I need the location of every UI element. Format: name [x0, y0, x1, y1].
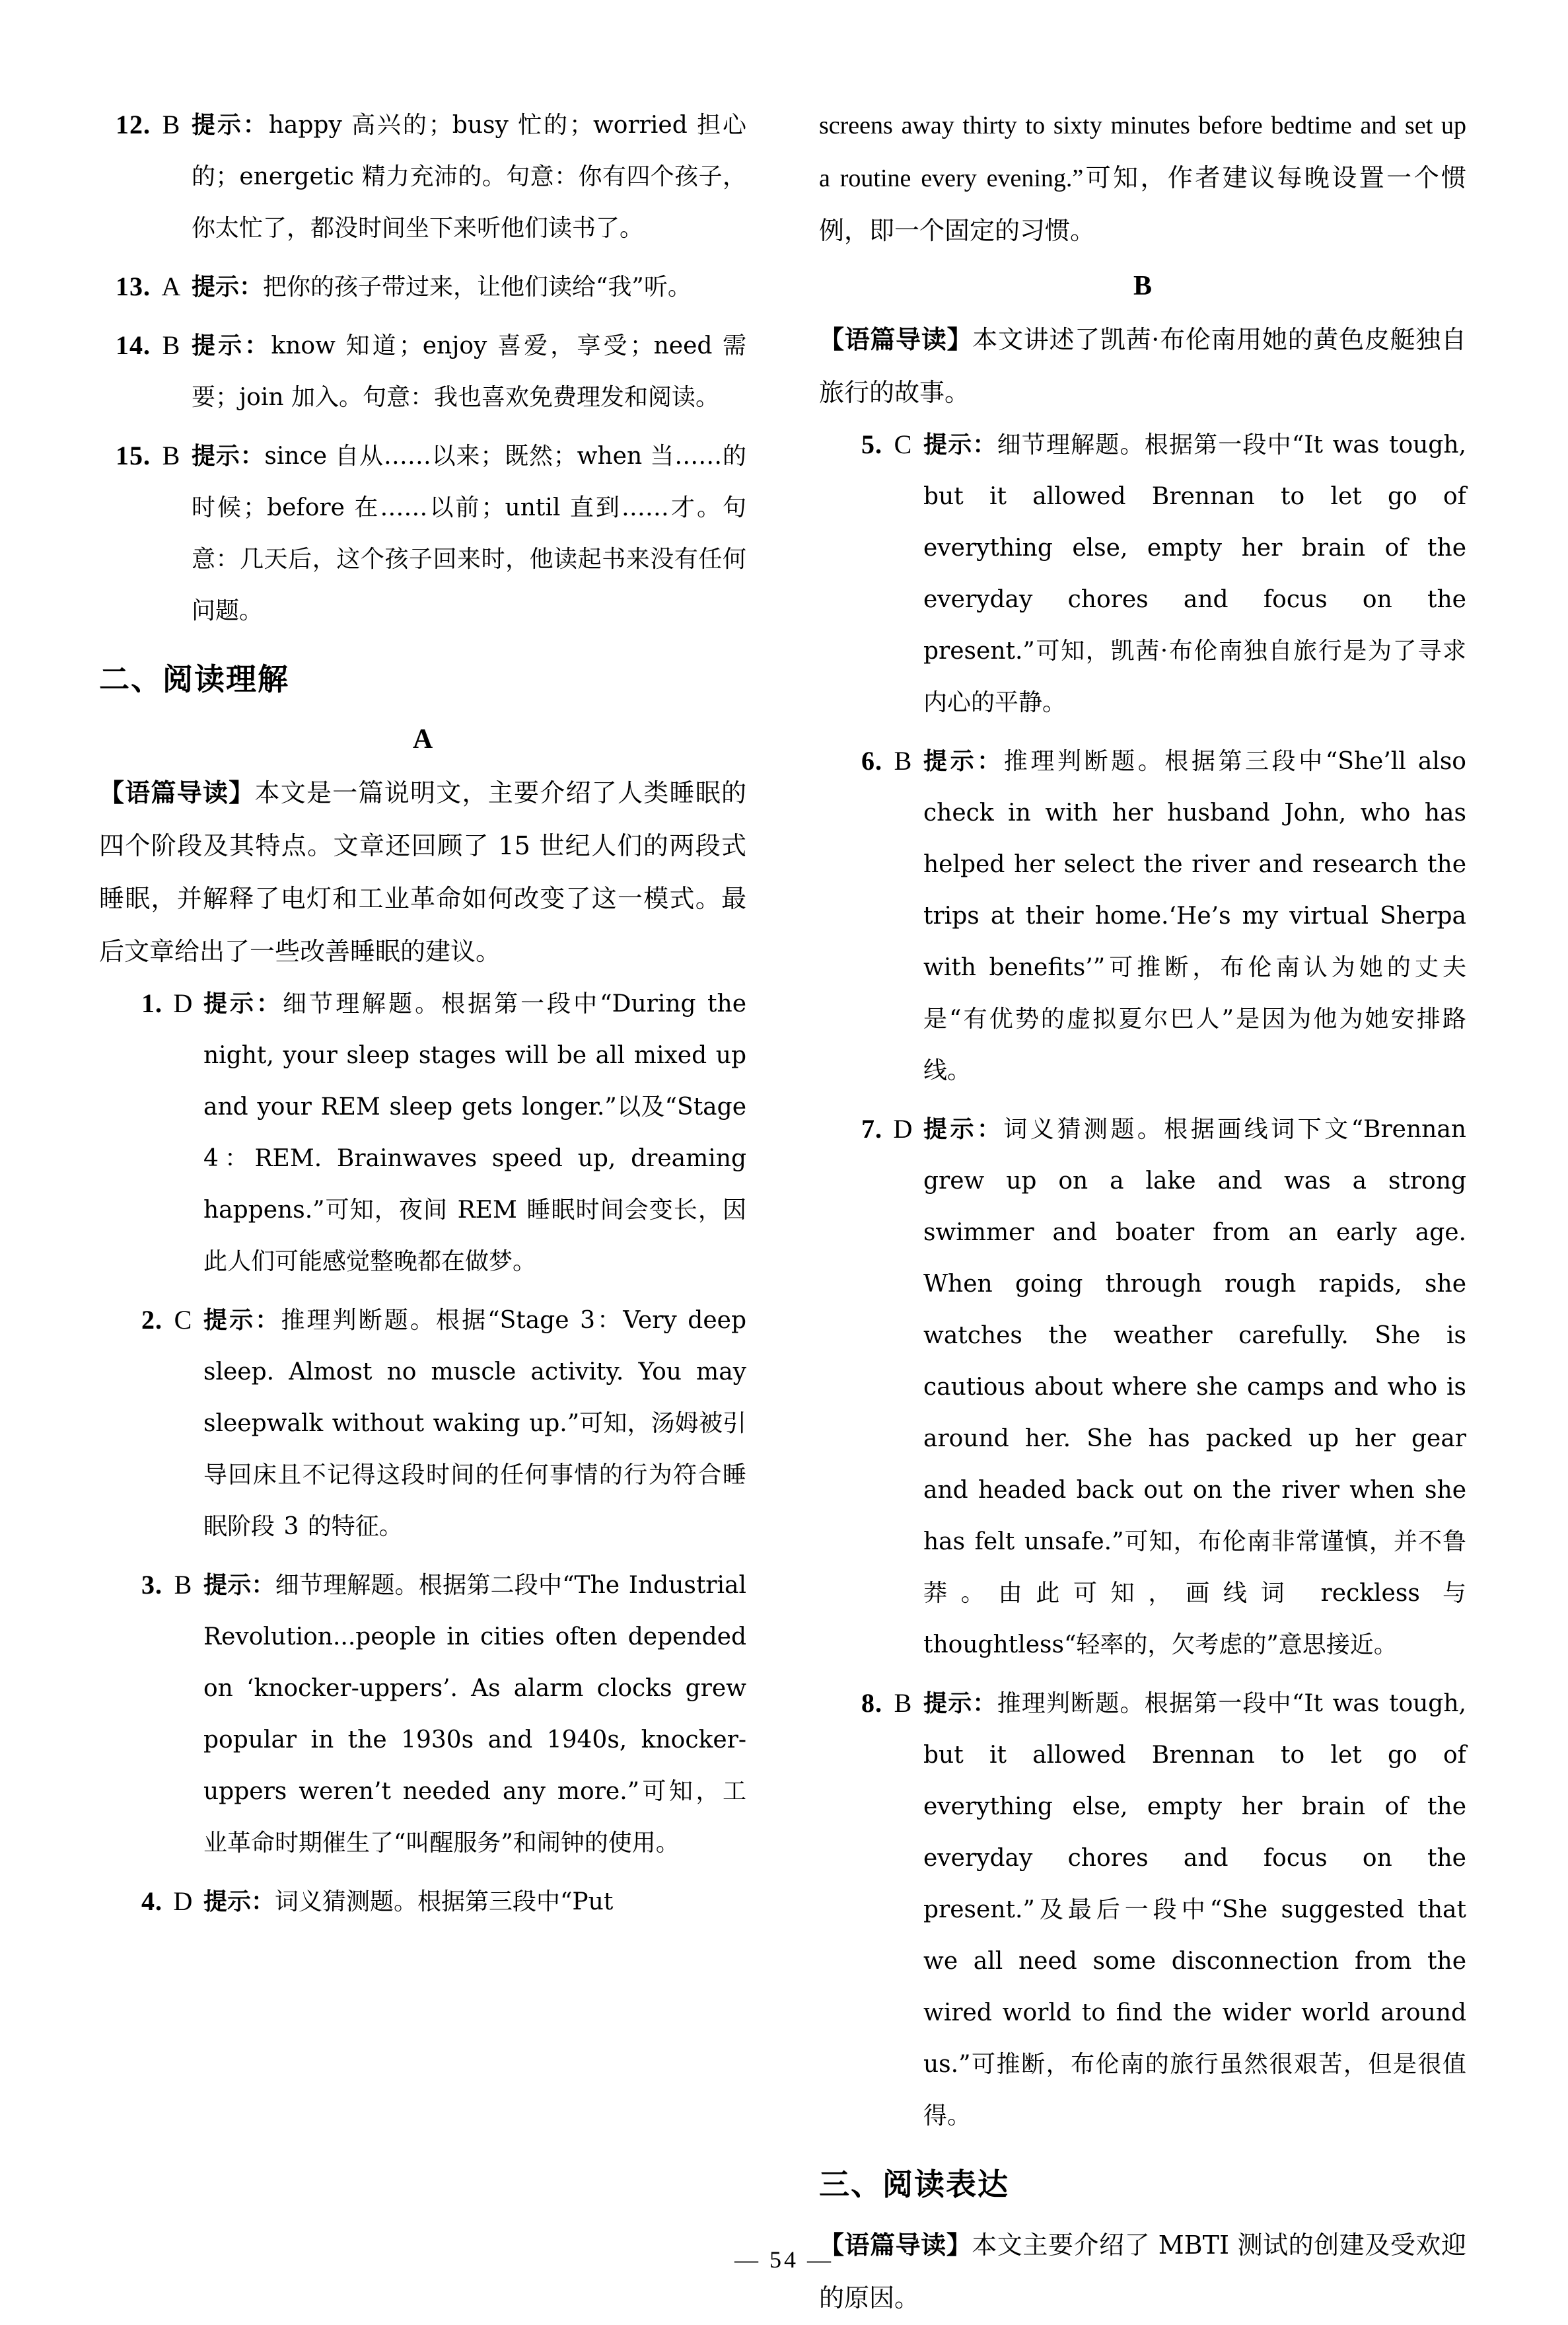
answer-item [99, 320, 746, 424]
answer-number: 12. [116, 110, 151, 139]
answer-explanation [192, 261, 746, 313]
answer-number: 5. [861, 429, 882, 459]
answer-item [99, 1294, 746, 1553]
guide-label: 【语篇导读】 [819, 2230, 972, 2260]
answer-explanation [923, 1678, 1466, 2142]
tip-label: 提示： [923, 1115, 1004, 1143]
answer-explanation [203, 1559, 746, 1869]
answer-item [99, 1876, 746, 1928]
page-number: — 54 — [734, 2246, 834, 2273]
answer-item [819, 1678, 1466, 2142]
answer-item [99, 1559, 746, 1869]
answer-text: 细节理解题。根据第一段中“During the night, your sleep stages will be all mixed up and your REM sleep gets longer.”以及“Stage 4：REM. Brainwaves speed up, dreaming happens.”可知，夜间 REM 睡眠时间会变长，因此人们可能感觉整晚都在做梦。 [203, 990, 746, 1275]
answer-explanation [923, 1103, 1466, 1671]
answer-text: 推理判断题。根据“Stage 3：Very deep sleep. Almost no muscle activity. You may sleepwalk without waking up.”可知，汤姆被引导回床且不记得这段时间的任何事情的行为符合睡眠阶段 3 的特征。 [203, 1307, 746, 1540]
answer-number: 3. [141, 1570, 162, 1600]
answer-number: 8. [861, 1688, 882, 1718]
tip-label: 提示： [923, 1689, 997, 1717]
answer-text: 推理判断题。根据第三段中“She’ll also check in with her husband John, who has helped her select the river and research the trips at their home.‘He’s my virtual Sherpa with benefits’”可推断，布伦南认为她的丈夫是“有优势的虚拟夏尔巴人”是因为他为她安排路线。 [923, 748, 1466, 1084]
answer-letter: B [162, 110, 180, 139]
tip-label: 提示： [192, 273, 264, 301]
answer-letter: A [161, 272, 181, 301]
answer-text: since 自从……以来；既然；when 当……的时候；before 在……以前；until 直到……才。句意：几天后，这个孩子回来时，他读起书来没有任何问题。 [192, 443, 746, 624]
tip-label: 提示： [923, 431, 997, 459]
answer-item [819, 1103, 1466, 1671]
answer-item [99, 261, 746, 313]
answer-text: happy 高兴的；busy 忙的；worried 担心的；energetic 精力充沛的。句意：你有四个孩子，你太忙了，都没时间坐下来听他们读书了。 [192, 112, 746, 242]
tip-label: 提示： [203, 990, 283, 1017]
passage-label-a: A [412, 724, 433, 755]
tip-label: 提示： [203, 1306, 281, 1334]
answer-number: 13. [116, 272, 151, 301]
answer-number: 2. [141, 1305, 162, 1335]
guide-text: 本文主要介绍了 MBTI 测试的创建及受欢迎的原因。 [819, 2231, 1466, 2312]
passage-label-b: B [1133, 271, 1152, 301]
answer-item [99, 430, 746, 637]
tip-label: 提示： [203, 1888, 275, 1915]
answer-letter: B [162, 441, 180, 470]
answer-text: know 知道；enjoy 喜爱，享受；need 需要；join 加入。句意：我也喜欢免费理发和阅读。 [192, 332, 746, 411]
passage-guide [819, 313, 1466, 419]
answer-letter: B [894, 1688, 912, 1718]
answer-explanation [192, 430, 746, 637]
answer-number: 7. [861, 1114, 882, 1144]
answer-explanation [192, 99, 746, 254]
answer-explanation [923, 419, 1466, 729]
answer-explanation [192, 320, 746, 424]
answer-number: 4. [141, 1886, 162, 1916]
guide-text: 本文是一篇说明文，主要介绍了人类睡眠的四个阶段及其特点。文章还回顾了 15 世纪人们的两段式睡眠，并解释了电灯和工业革命如何改变了这一模式。最后文章给出了一些改善睡眠的建议。 [99, 778, 746, 966]
answer-letter: D [173, 988, 193, 1018]
answer-item [819, 419, 1466, 729]
answer-letter: B [162, 330, 180, 360]
answer-text: 推理判断题。根据第一段中“It was tough, but it allowed Brennan to let go of everything else, empty her brain of the everyday chores and focus on the present.”及最后一段中“She suggested that we all need some disconnection from the wired world to find the wider world around us.”可推断，布伦南的旅行虽然很艰苦，但是很值得。 [923, 1690, 1466, 2129]
answer-letter: D [893, 1114, 913, 1144]
answer-text: 词义猜测题。根据第三段中“Put [275, 1888, 614, 1915]
answer-letter: C [174, 1305, 192, 1335]
answer-explanation [203, 978, 746, 1288]
answer-letter: C [894, 429, 912, 459]
answer-number: 14. [116, 330, 151, 360]
answer-text: 细节理解题。根据第一段中“It was tough, but it allowed Brennan to let go of everything else, empty her brain of the everyday chores and focus on the present.”可知，凯茜·布伦南独自旅行是为了寻求内心的平静。 [923, 431, 1466, 716]
answer-item [819, 735, 1466, 1097]
tip-label: 提示： [203, 1571, 275, 1599]
answer-explanation [923, 735, 1466, 1097]
section-heading-reading-comprehension: 二、阅读理解 [99, 661, 289, 697]
guide-label: 【语篇导读】 [99, 778, 255, 807]
answer-text: 把你的孩子带过来，让他们读给“我”听。 [263, 274, 692, 301]
tip-label: 提示： [192, 442, 265, 470]
passage-guide [99, 766, 746, 978]
guide-text: 本文讲述了凯茜·布伦南用她的黄色皮艇独自旅行的故事。 [819, 325, 1466, 407]
tip-label: 提示： [192, 332, 271, 359]
answer-text: 细节理解题。根据第二段中“The Industrial Revolution...people in cities often depended on ‘knocker-uppers’. As alarm clocks grew popular in the 1930s and 1940s, knocker-uppers weren’t needed any more.”可知，工业革命时期催生了“叫醒服务”和闹钟的使用。 [203, 1572, 746, 1857]
left-column [99, 99, 746, 2167]
tip-label: 提示： [192, 111, 269, 139]
tip-label: 提示： [923, 747, 1004, 775]
answer-explanation [203, 1876, 746, 1928]
answer-number: 15. [116, 441, 151, 470]
answer-number: 1. [141, 988, 162, 1018]
answer-number: 6. [861, 746, 882, 776]
answer-explanation [203, 1294, 746, 1553]
answer-letter: B [174, 1570, 192, 1600]
answer-item [99, 99, 746, 254]
answer-text: 词义猜测题。根据画线词下文“Brennan grew up on a lake and was a strong swimmer and boater from an early age. When going through rough rapids, she watches the weather carefully. She is cautious about where she camps and who is around her. She has packed up her gear and headed back out on the river when she has felt unsafe.”可知，布伦南非常谨慎，并不鲁莽。由此可知，画线词 reckless 与 thoughtless“轻率的，欠考虑的”意思接近。 [923, 1116, 1466, 1658]
section-heading-reading-expression: 三、阅读表达 [819, 2166, 1009, 2202]
answer-item [99, 978, 746, 1288]
answer-letter: B [894, 746, 912, 776]
continued-paragraph: screens away thirty to sixty minutes before bedtime and set up a routine every evening.”可知，作者建议每晚设置一个惯例，即一个固定的习惯。 [819, 112, 1466, 245]
answer-letter: D [173, 1886, 193, 1916]
right-column [819, 99, 1466, 2312]
guide-label: 【语篇导读】 [819, 324, 973, 354]
